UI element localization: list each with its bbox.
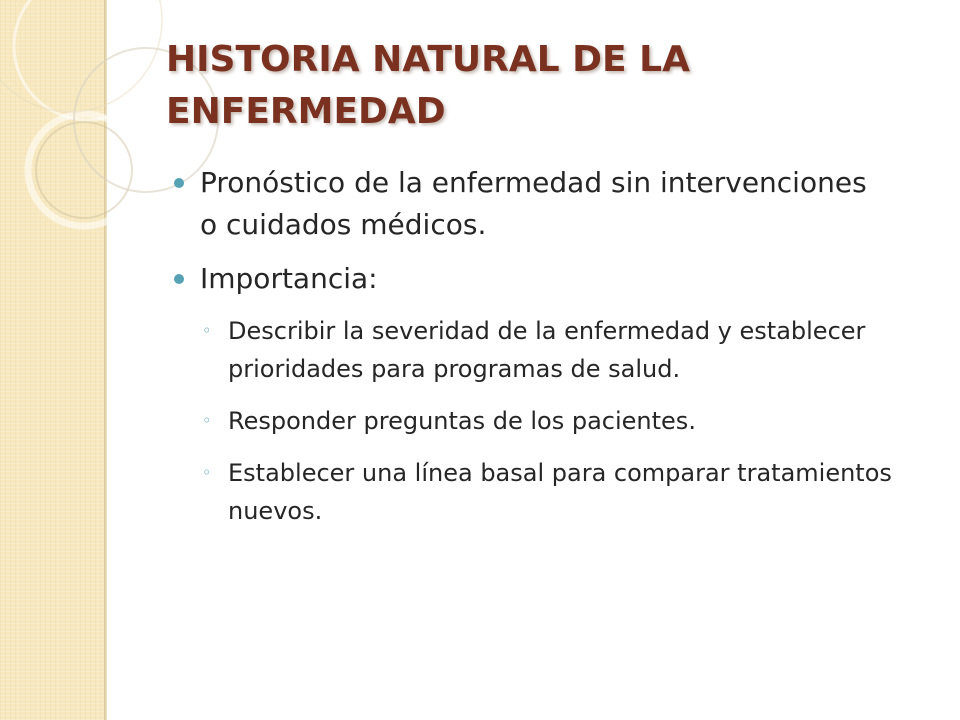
bullet-text: Pronóstico de la enfermedad sin intervenciones o cuidados médicos. — [200, 166, 867, 241]
circle-bullet-icon: ◦ — [202, 411, 212, 430]
circle-bullet-icon: ◦ — [202, 463, 212, 482]
sub-bullet-item — [200, 454, 892, 530]
bullet-dot-icon — [174, 274, 184, 284]
bullet-item — [172, 162, 892, 246]
circle-bullet-icon: ◦ — [202, 321, 212, 340]
bullet-dot-icon — [174, 178, 184, 188]
bullet-text: Importancia: — [200, 262, 378, 295]
sub-bullet-text: Responder preguntas de los pacientes. — [228, 407, 696, 435]
slide-title: HISTORIA NATURAL DE LA ENFERMEDAD — [166, 39, 690, 132]
sub-bullet-text: Describir la severidad de la enfermedad y establecer prioridades para programas de salud. — [228, 317, 866, 383]
sub-bullet-item — [200, 402, 892, 440]
bullet-item — [172, 258, 892, 300]
sub-bullet-item — [200, 312, 892, 388]
slide-content — [172, 162, 892, 544]
sub-bullet-text: Establecer una línea basal para comparar tratamientos nuevos. — [228, 459, 892, 525]
